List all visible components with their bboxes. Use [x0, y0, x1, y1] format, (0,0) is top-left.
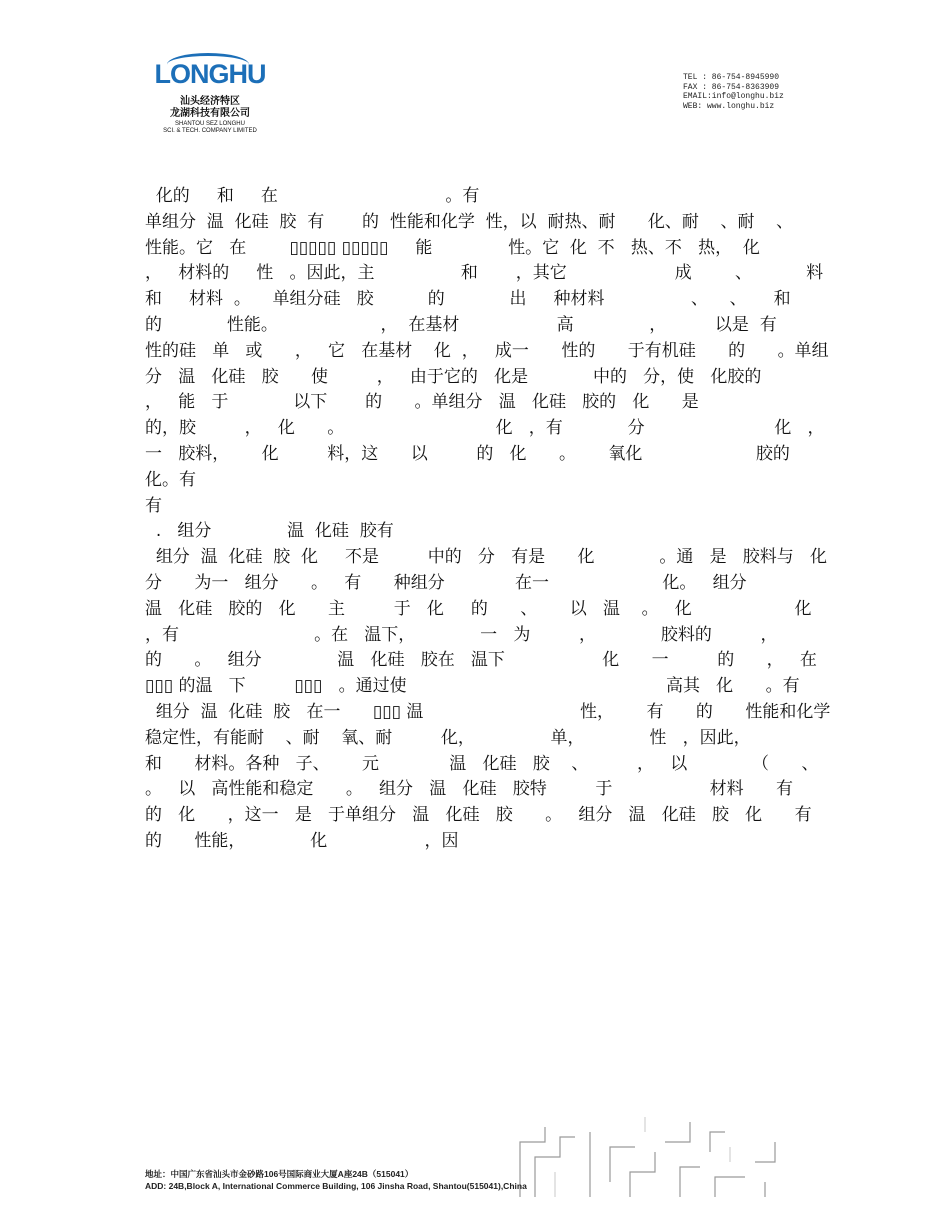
- company-name-cn-line2: 龙湖科技有限公司: [170, 108, 250, 119]
- document-body: [145, 184, 949, 855]
- paragraph: . 组分 温 化硅 胶有: [145, 521, 394, 542]
- contact-email: EMAIL:info@longhu.biz: [683, 92, 784, 101]
- paragraph: 组分 温 化硅 胶 化 不是 中的 分 有是 化 。通 是 胶料与 化 分 为一 组分 。 有 种组分 在一 化。 组分 温 化硅 胶的 化 主 于 化 的 、 以 温 。 化 化 ，有 。在 温下， 一 为 ， 胶料的 ， 的 。 组分 温 化硅 胶在 温下 化 一 的 ， 在 ▯▯▯ 的温 下 ▯▯▯ 。通过使 高其 化 。有: [145, 547, 850, 697]
- contact-fax: FAX : 86-754-8363909: [683, 82, 780, 92]
- paragraph: 化的 和 在 。有: [145, 186, 480, 206]
- address-cn: 地址：中国广东省汕头市金砂路106号国际商业大厦A座24B（515041）: [145, 1169, 414, 1179]
- logo-arc-icon: [167, 53, 249, 76]
- contact-web: WEB: www.longhu.biz: [683, 101, 775, 111]
- address-en: ADD: 24B,Block A, International Commerce Building, 106 Jinsha Road, Shantou(515041),China: [145, 1181, 527, 1191]
- paragraph: 有: [145, 495, 162, 516]
- company-logo: [145, 60, 275, 135]
- paragraph: 单组分 温 化硅 胶 有 的 性能和化学 性，以 耐热、耐 化、耐 、耐 、 性能。它 在 ▯▯▯▯▯ ▯▯▯▯▯ 能 性。它 化 不 热、不 热， 化 ， 材料的 性 。因此，主 和 ，其它 成 、 料和 材料 。 单组分硅 胶 的 出 种材料 、 、 和 的 性能。 ， 在基材 高 ， 以是 有 性的硅 单 或 ， 它 在基材 化 ， 成一 性的 于有机硅 的 。单组分 温 化硅 胶 使 ， 由于它的 化是 中的 分，使 化胶的 ， 能 于 以下 的 。单组分 温 化硅 胶的 化 是 的，胶 ， 化 。 化 ，有 分 化 ， 一 胶料， 化 料，这 以 的 化 。 氧化 胶的 化。有: [145, 211, 890, 490]
- company-name-cn-line1: 汕头经济特区: [180, 96, 240, 107]
- footer-circuit-decoration: [515, 1112, 815, 1202]
- company-name-en-line2: SCI. & TECH. COMPANY LIMITED: [163, 128, 257, 134]
- paragraph: 组分 温 化硅 胶 在一 ▯▯▯ 温 性， 有 的 性能和化学稳定性，有能耐 、耐 氧、耐 化， 单， 性 ，因此， 和 材料。各种 子、 元 温 化硅 胶 、 ， 以 （ 、 。 以 高性能和稳定 。 组分 温 化硅 胶特 于 材料 有 的 化 ，这一 是 于单组分 温 化硅 胶 。 组分 温 化硅 胶 化 有 的 性能， 化 ，因: [145, 701, 949, 851]
- company-name-en-line1: SHANTOU SEZ LONGHU: [175, 121, 245, 127]
- contact-tel: TEL : 86-754-8945990: [683, 73, 780, 82]
- company-address: [145, 1168, 527, 1192]
- logo-text: LONGHU: [154, 59, 266, 89]
- contact-info: [683, 73, 784, 111]
